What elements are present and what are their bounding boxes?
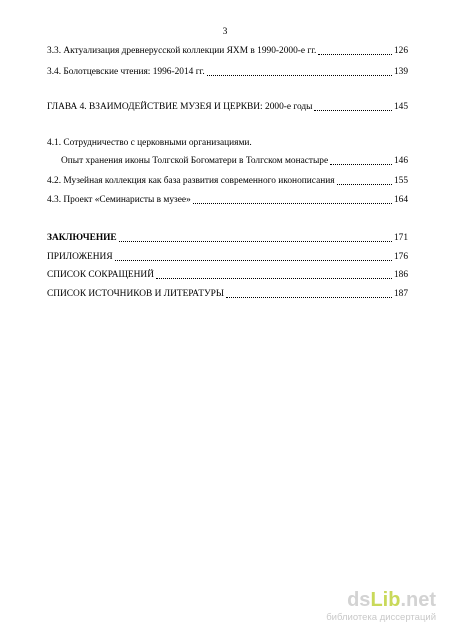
toc-entry-3-4[interactable] <box>47 66 408 79</box>
toc-entry-page: 171 <box>393 233 408 243</box>
watermark-subtitle: библиотека диссертаций <box>326 612 436 623</box>
toc-entry-page: 146 <box>393 156 408 166</box>
toc-entry-abbreviations[interactable] <box>47 269 408 282</box>
toc-entry-page: 126 <box>393 46 408 56</box>
dot-leader <box>207 67 392 76</box>
toc-entry-appendices[interactable] <box>47 251 408 264</box>
toc-entry-label: СПИСОК ИСТОЧНИКОВ И ЛИТЕРАТУРЫ <box>47 289 225 299</box>
dot-leader <box>193 195 392 204</box>
toc-entry-4-1-cont[interactable] <box>61 155 408 168</box>
toc-entry-label: ГЛАВА 4. ВЗАИМОДЕЙСТВИЕ МУЗЕЯ И ЦЕРКВИ: 2000-е годы <box>47 102 313 112</box>
toc-entry-4-2[interactable] <box>47 175 408 188</box>
dot-leader <box>330 156 392 165</box>
dot-leader <box>119 233 392 242</box>
toc-entry-page: 186 <box>393 270 408 280</box>
toc-entry-conclusion[interactable] <box>47 232 408 245</box>
toc-entry-bibliography[interactable] <box>47 288 408 301</box>
toc-entry-label: ЗАКЛЮЧЕНИЕ <box>47 233 117 243</box>
dot-leader <box>318 46 392 55</box>
toc-entry-label: ПРИЛОЖЕНИЯ <box>47 252 113 262</box>
toc-entry-page: 176 <box>393 252 408 262</box>
watermark <box>326 589 436 623</box>
toc-entry-label: Опыт хранения иконы Толгской Богоматери в Толгском монастыре <box>61 156 329 166</box>
toc-entry-page: 187 <box>393 289 408 299</box>
toc-entry-label: 3.3. Актуализация древнерусской коллекции ЯХМ в 1990-2000-е гг. <box>47 46 317 56</box>
watermark-logo: dsLib.net <box>347 589 436 611</box>
dot-leader <box>226 289 392 298</box>
toc-entry-chapter-4[interactable] <box>47 101 408 114</box>
toc-entry-4-3[interactable] <box>47 194 408 207</box>
dot-leader <box>115 252 392 261</box>
toc-entry-label: 4.1. Сотрудничество с церковными организациями. <box>47 138 252 148</box>
dot-leader <box>314 102 391 111</box>
toc-entry-page: 164 <box>393 195 408 205</box>
toc-entry-page: 139 <box>393 67 408 77</box>
dot-leader <box>156 270 392 279</box>
dot-leader <box>337 176 392 185</box>
toc-entry-label: 4.3. Проект «Семинаристы в музее» <box>47 195 191 205</box>
toc-entry-page: 145 <box>393 102 408 112</box>
page-number: 3 <box>222 27 228 37</box>
toc-entry-label: 3.4. Болотцевские чтения: 1996-2014 гг. <box>47 67 205 77</box>
toc-entry-3-3[interactable] <box>47 45 408 58</box>
toc-entry-label: СПИСОК СОКРАЩЕНИЙ <box>47 270 154 280</box>
toc-entry-label: 4.2. Музейная коллекция как база развития современного иконописания <box>47 176 335 186</box>
toc-entry-4-1[interactable] <box>47 137 408 150</box>
toc-entry-page: 155 <box>393 176 408 186</box>
